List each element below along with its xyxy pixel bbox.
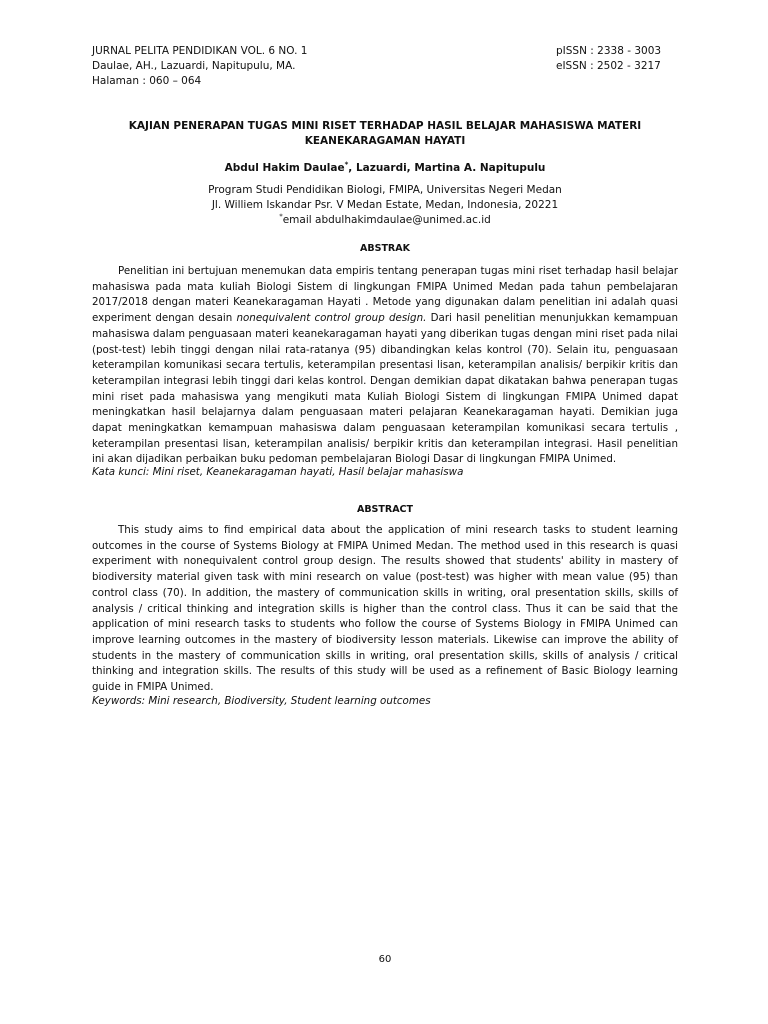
- title-line-1: KAJIAN PENERAPAN TUGAS MINI RISET TERHADAP HASIL BELAJAR MAHASISWA MATERI: [128, 120, 642, 132]
- abstrak-heading: ABSTRAK: [360, 243, 410, 254]
- corresponding-mark: *: [344, 160, 349, 169]
- header-authors: Daulae, AH., Lazuardi, Napitupulu, MA.: [92, 60, 296, 72]
- paper-title: [92, 119, 678, 149]
- abstrak-text-2: Dari hasil penelitian menunjukkan kemampuan mahasiswa dalam penguasaan materi keanekaragaman hayati yang diberikan tugas dengan mini riset pada nilai (post-test) lebih tinggi dengan nilai rata-ratanya (95) dibandingkan kelas kontrol (70). Selain itu, penguasaan keterampilan komunikasi secara tertulis, keterampilan presentasi lisan, keterampilan analisis/ berpikir kritis dan keterampilan integrasi lebih tinggi dari kelas kontrol. Dengan demikian dapat dikatakan bahwa penerapan tugas mini riset pada mahasiswa yang mengikuti mata Kuliah Biologi Sistem di lingkungan FMIPA Unimed dapat meningkatkan hasil belajarnya dalam penguasaan materi pelajaran Keanekaragaman hayati. Demikian juga dapat meningkatkan kemampuan mahasiswa dalam penguasaan keterampilan komunikasi secara tertulis , keterampilan presentasi lisan, keterampilan analisis/ berpikir kritis dan keterampilan integrasi. Hasil penelitian ini akan dijadikan perbaikan buku pedoman pembelajaran Biologi Dasar di lingkungan FMIPA Unimed.: [92, 312, 678, 466]
- affiliation-block: [92, 183, 678, 228]
- abstrak-paragraph: [92, 264, 678, 468]
- email-text: email abdulhakimdaulae@unimed.ac.id: [282, 214, 491, 226]
- author-first: Abdul Hakim Daulae: [224, 162, 345, 174]
- keywords: Keywords: Mini research, Biodiversity, Student learning outcomes: [92, 695, 431, 707]
- kata-kunci: Kata kunci: Mini riset, Keanekaragaman hayati, Hasil belajar mahasiswa: [92, 466, 464, 478]
- email-line: [92, 213, 678, 228]
- abstrak-text-1: Penelitian ini bertujuan menemukan data empiris tentang penerapan tugas mini riset terhadap hasil belajar mahasiswa pada mata kuliah Biologi Sistem di lingkungan FMIPA Unimed Medan pada tahun pembelajaran 2017/2018 dengan materi Keanekaragaman Hayati . Metode yang digunakan dalam penelitian ini adalah quasi experiment dengan desain: [92, 265, 678, 325]
- author-list: [92, 161, 678, 176]
- email-mark: *: [279, 212, 283, 221]
- title-line-2: KEANEKARAGAMAN HAYATI: [304, 135, 466, 147]
- page-number: 60: [378, 954, 392, 965]
- abstract-heading: ABSTRACT: [356, 504, 414, 515]
- running-header-right: [556, 44, 661, 74]
- affiliation-line-2: Jl. Williem Iskandar Psr. V Medan Estate, Medan, Indonesia, 20221: [211, 199, 559, 211]
- affiliation-line-1: Program Studi Pendidikan Biologi, FMIPA, Universitas Negeri Medan: [208, 184, 562, 196]
- abstract-paragraph: This study aims to find empirical data about the application of mini research tasks to student learning outcomes in the course of Systems Biology at FMIPA Unimed Medan. The method used in this research is quasi experiment with nonequivalent control group design. The results showed that students' ability in mastery of biodiversity material given task with mini research on value (post-test) was higher with mean value (95) than control class (70). In addition, the mastery of communication skills in writing, oral presentation skills, skills of analysis / critical thinking and integration skills is higher than the control class. Thus it can be said that the application of mini research tasks to students who follow the course of Systems Biology in FMIPA Unimed can improve learning outcomes in the mastery of biodiversity lesson materials. Likewise can improve the ability of students in the mastery of communication skills in writing, oral presentation skills, skills of analysis / critical thinking and integration skills. The results of this study will be used as a refinement of Basic Biology learning guide in FMIPA Unimed.: [92, 524, 678, 694]
- eissn: eISSN : 2502 - 3217: [556, 60, 661, 72]
- author-rest: , Lazuardi, Martina A. Napitupulu: [348, 162, 546, 174]
- running-header-left: [92, 44, 307, 89]
- abstrak-italic: nonequivalent control group design.: [236, 312, 427, 325]
- pissn: pISSN : 2338 - 3003: [556, 45, 662, 57]
- journal-name: JURNAL PELITA PENDIDIKAN VOL. 6 NO. 1: [92, 45, 308, 57]
- header-pages: Halaman : 060 – 064: [92, 75, 202, 87]
